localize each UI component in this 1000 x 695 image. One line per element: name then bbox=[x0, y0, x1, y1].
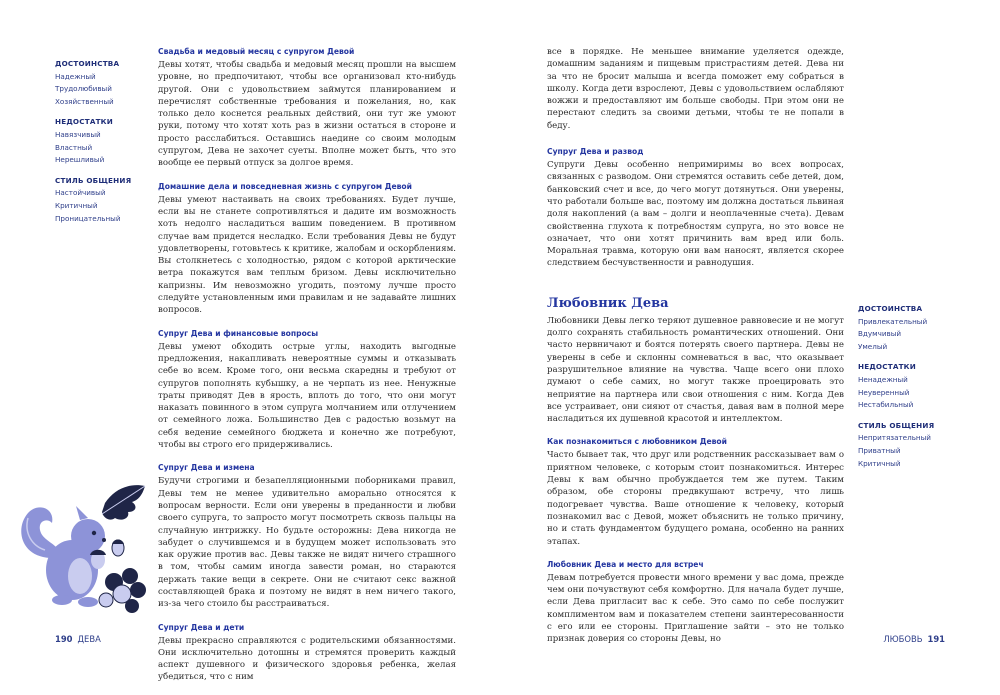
left-body bbox=[158, 46, 456, 695]
section bbox=[158, 462, 456, 610]
traits-heading: ДОСТОИНСТВА bbox=[858, 304, 923, 313]
flaw-item: Властный bbox=[55, 142, 93, 152]
flaw-item: Нестабильный bbox=[858, 400, 914, 410]
continuation-text: все в порядке. Не меньшее внимание уделяется одежде, домашним заданиям и пищевым пристрастиям детей. Дева ни за что не бросит малыша и всегда поможет ему собраться в школу. Когда дети взрослеют, Девы с удовольствием ослабляют вожжи и предоставляют им больше свободы. При этом они не перестают следить за своими детьми, чтобы те не попали в беду. bbox=[547, 47, 844, 131]
left-folio bbox=[55, 634, 101, 644]
page-number: 191 bbox=[927, 634, 945, 644]
flaws-group bbox=[55, 116, 150, 166]
trait-item: Привлекательный bbox=[858, 316, 928, 326]
style-item: Проницательный bbox=[55, 213, 121, 223]
section bbox=[547, 559, 844, 646]
style-item: Настойчивый bbox=[55, 188, 106, 198]
section-heading: Как познакомиться с любовником Девой bbox=[547, 437, 727, 447]
squirrel-with-acorns-icon bbox=[10, 478, 160, 618]
flaw-item: Навязчивый bbox=[55, 129, 101, 139]
left-sidebar bbox=[55, 58, 150, 225]
section bbox=[547, 436, 844, 547]
section-text: Супруги Девы особенно непримиримы во всех вопросах, связанных с разводом. Они стремятся оставить себе детей, дом, банковский счет и все, до чего могут дотянуться. Они уверены, что работали больше вас, поэтому им должна достаться львиная доля накоплений (а вам – долги и неоплаченные счета). Девам свойственна глухота к потребностям супруга, но это вовсе не означает, что они хотят причинить вам вред или боль. Моральная травма, которую они вам наносят, является скорее следствием бесчувственности и равнодушия. bbox=[547, 160, 844, 269]
section-heading: Супруг Дева и финансовые вопросы bbox=[158, 328, 319, 338]
style-group bbox=[858, 420, 968, 470]
section-text: Будучи строгими и безапелляционными поборниками правил, Девы тем не менее удивительно аморально относятся к вопросам верности. Если они уверены в преданности и любви своего супруга, то запросто могут посмотреть сквозь пальцы на случайную интрижку. Но будьте осторожны: Дева никогда не забудет о случившемся и в будущем может использовать это как оружие против вас. Девы также не видят ничего страшного в том, чтобы самим иногда завести роман, но стараются держать такие вещи в секрете. Они не считают секс важной составляющей брака и поэтому не видят в нем ничего такого, из-за чего стоило бы расстраиваться. bbox=[158, 476, 456, 610]
style-group bbox=[55, 175, 150, 225]
section-heading: Свадьба и медовый месяц с супругом Девой bbox=[158, 47, 355, 56]
right-page bbox=[500, 0, 1000, 680]
section bbox=[158, 328, 456, 452]
lover-intro: Любовники Девы легко теряют душевное равновесие и не могут долго сохранять стабильность романтических отношений. Они часто нервничают и боятся потерять своего партнера. Девы не уверены в себе и склонны сомневаться в вас, что оказывает разрушительное влияние на чувства. Чаще всего они плохо думают о себе самих, но могут также проецировать это неприятие на партнера или свои отношения с ним. Когда Дев все устраивает, они сияют от счастья, давая вам в полной мере насладиться их душевной красотой и интеллектом. bbox=[547, 315, 844, 425]
style-item: Критичный bbox=[858, 458, 901, 468]
style-item: Непритязательный bbox=[858, 433, 931, 443]
style-heading: СТИЛЬ ОБЩЕНИЯ bbox=[858, 420, 935, 430]
section-heading: Супруг Дева и развод bbox=[547, 147, 644, 157]
section-heading: Любовник Дева и место для встреч bbox=[547, 559, 704, 569]
section-text: Девы прекрасно справляются с родительскими обязанностями. Они исключительно дотошны и стремятся проверить каждый аспект душевного и физического здоровья ребенка, желая убедиться, что с ним bbox=[158, 635, 456, 683]
right-folio bbox=[883, 634, 945, 644]
section bbox=[158, 622, 456, 684]
trait-item: Надежный bbox=[55, 71, 96, 81]
trait-item: Умелый bbox=[858, 341, 888, 351]
section bbox=[158, 46, 456, 170]
trait-item: Вдумчивый bbox=[858, 329, 902, 339]
running-head: ЛЮБОВЬ bbox=[883, 634, 923, 644]
running-head: ДЕВА bbox=[77, 634, 101, 644]
section-heading: Супруг Дева и измена bbox=[158, 463, 255, 473]
section-heading: Домашние дела и повседневная жизнь с супругом Девой bbox=[158, 181, 412, 191]
flaw-item: Ненадежный bbox=[858, 374, 908, 384]
section-text: Девы умеют обходить острые углы, находить выгодные предложения, накапливать невероятные суммы и отказывать себе во всем. Кроме того, они весьма скаредны и требуют от супругов пополнять кубышку, а не черпать из нее. Ненужные траты приводят Дев в ярость, вплоть до того, что они могут наказать повинного в этом супруга молчанием или отлучением от семейного ложа. Большинство Дев с радостью возьмут на себя ведение семейного бюджета и конечно же потребуют, чтобы вы строго его придерживались. bbox=[158, 341, 456, 451]
section-heading: Супруг Дева и дети bbox=[158, 622, 245, 632]
style-item: Критичный bbox=[55, 200, 98, 210]
left-page bbox=[0, 0, 500, 683]
flaws-heading: НЕДОСТАТКИ bbox=[55, 117, 113, 127]
style-heading: СТИЛЬ ОБЩЕНИЯ bbox=[55, 175, 132, 185]
traits-group bbox=[55, 58, 150, 108]
section bbox=[547, 146, 844, 270]
section bbox=[547, 46, 844, 132]
traits-group bbox=[858, 303, 968, 353]
style-item: Приватный bbox=[858, 445, 901, 455]
page-number: 190 bbox=[55, 634, 73, 644]
section-text: Девы умеют настаивать на своих требованиях. Будет лучше, если вы не станете сопротивляться и дадите им возможность хоть недолго насладиться вашим поведением. В противном случае вам придется несладко. Если требования Девы не будут удовлетворены, готовьтесь к критике, жалобам и оскорблениям. Вы столкнетесь с холодностью, рядом с которой арктические ветра покажутся вам теплым бризом. Девы исключительно капризны. Им невозможно угодить, поэтому лучше просто следуйте установленным ими правилам и не задавайте лишних вопросов. bbox=[158, 194, 456, 316]
right-body bbox=[547, 46, 844, 657]
section-text: Часто бывает так, что друг или родственник рассказывает вам о приятном человеке, с которым стоит познакомиться. Интерес Девы к вам обычно пробуждается тем же путем. Таким образом, обе стороны предвкушают встречу, что лишь подогревает чувства. Ваше отношение к человеку, который познакомил вас с Девой, может объяснить не только причину, но и стать фундаментом будущего романа, особенно на ранних этапах. bbox=[547, 450, 844, 547]
section-text: Девы хотят, чтобы свадьба и медовый месяц прошли на высшем уровне, но предпочитают, чтобы все организовал кто-нибудь другой. Они с удовольствием займутся планированием и перечислят собственные требования и пожелания, но, как только дело коснется реальных действий, они тут же умоют руки, потому что хотят хоть раз в жизни остаться в стороне и просто расслабиться. Оставшись наедине со своим молодым супругом, Дева не захочет суеты. Вполне может быть, что это вообще ее первый отпуск за долгое время. bbox=[158, 60, 456, 169]
flaws-heading: НЕДОСТАТКИ bbox=[858, 362, 916, 372]
right-sidebar bbox=[858, 303, 968, 470]
lover-title: Любовник Дева bbox=[547, 295, 669, 311]
traits-heading: ДОСТОИНСТВА bbox=[55, 59, 120, 68]
section bbox=[158, 181, 456, 317]
trait-item: Хозяйственный bbox=[55, 96, 114, 106]
flaw-item: Неуверенный bbox=[858, 387, 910, 397]
flaw-item: Нерешливый bbox=[55, 155, 105, 165]
flaws-group bbox=[858, 361, 968, 411]
section-text: Девам потребуется провести много времени у вас дома, прежде чем они почувствуют себя комфортно. Для начала будет лучше, если Дева пригласит вас к себе. Это само по себе послужит комплиментом вам и показателем степени заинтересованности с его или ее стороны. Приглашение зайти – это не только признак доверия со стороны Девы, но bbox=[547, 572, 844, 645]
lover-section bbox=[547, 296, 844, 426]
trait-item: Трудолюбивый bbox=[55, 84, 112, 94]
